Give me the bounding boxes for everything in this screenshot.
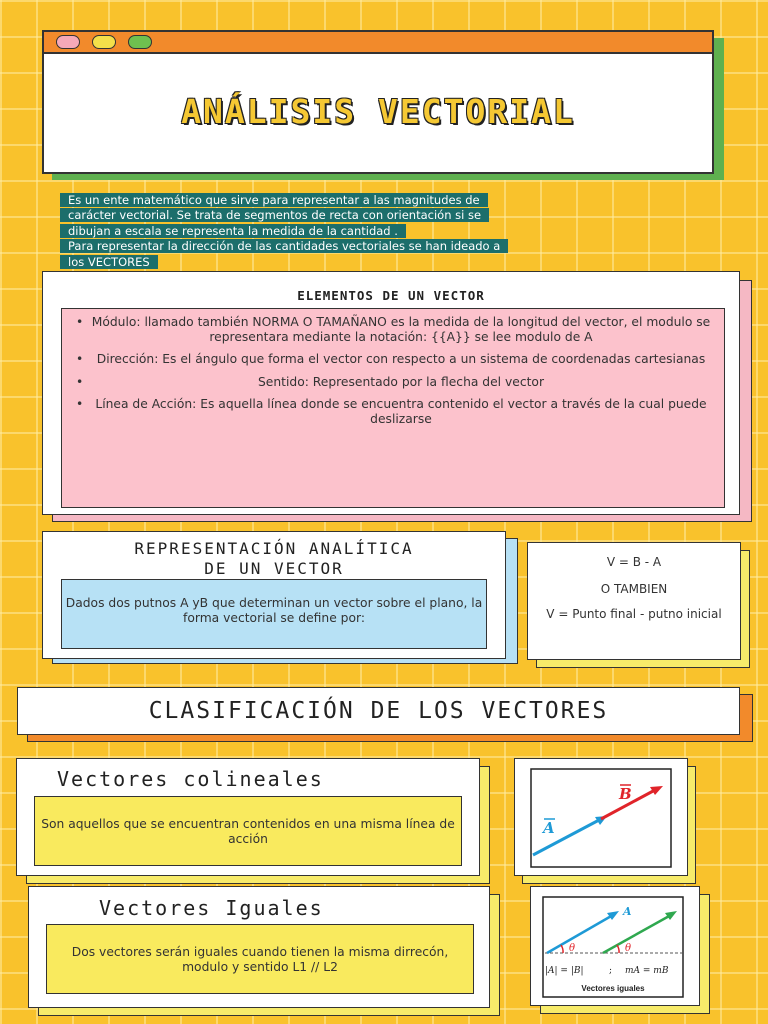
page-title: ANÁLISIS VECTORIAL [181, 92, 575, 131]
equal-figure-card [530, 886, 700, 1006]
intro-line: carácter vectorial. Se trata de segmentos de recta con orientación si se [60, 208, 489, 222]
representation-title-line: REPRESENTACIÓN ANALÍTICA [134, 539, 414, 558]
formula-text: V = B - A [606, 555, 662, 569]
vector-b-label: B [619, 785, 632, 803]
yellow-dot-icon [92, 35, 116, 49]
collinear-vectors-figure [515, 759, 689, 877]
list-item: • Dirección: Es el ángulo que forma el vector con respecto a un sistema de coordenadas cartesianas [76, 352, 712, 367]
pink-dot-icon [56, 35, 80, 49]
representation-title [43, 539, 505, 579]
representation-text: Dados dos putnos A yB que determinan un vector sobre el plano, la forma vectorial se define por: [61, 579, 487, 649]
green-dot-icon [128, 35, 152, 49]
intro-line: dibujan a escala se representa la medida de la cantidad . [60, 224, 406, 238]
collinear-card [16, 758, 480, 876]
title-window [42, 30, 714, 174]
intro-line: Para representar la dirección de las cantidades vectoriales se han ideado a [60, 239, 508, 253]
formula-card [527, 542, 741, 660]
list-item: • Sentido: Representado por la flecha del vector [76, 375, 712, 390]
classification-title: CLASIFICACIÓN DE LOS VECTORES [148, 698, 609, 724]
vector-a-label: A [543, 819, 555, 837]
equal-vectors-figure [531, 887, 701, 1007]
figure-caption: Vectores iguales [581, 984, 645, 993]
list-item: • Módulo: llamado también NORMA O TAMAÑANO es la medida de la longitud del vector, el modulo se representara mediante la notación: {{A}} se lee modulo de A [76, 315, 712, 344]
magnitude-formula: |A| = |B| [545, 966, 584, 976]
representation-title-line: DE UN VECTOR [204, 559, 344, 578]
angle-label: θ [569, 943, 576, 954]
vector-a-label: A [623, 905, 632, 918]
elements-card [42, 271, 740, 515]
slope-formula: mA = mB [625, 966, 669, 976]
window-title-bar [44, 32, 712, 54]
collinear-title: Vectores colineales [57, 767, 324, 791]
angle-label: θ [625, 943, 632, 954]
elements-list [62, 309, 724, 426]
elements-title: ELEMENTOS DE UN VECTOR [297, 288, 485, 303]
intro-line: los VECTORES [60, 255, 158, 269]
intro-text [60, 193, 710, 270]
collinear-text: Son aquellos que se encuentran contenidos en una misma línea de acción [34, 796, 462, 866]
equal-text: Dos vectores serán iguales cuando tienen la misma dirrecón, modulo y sentido L1 // L2 [46, 924, 474, 994]
equal-title: Vectores Iguales [99, 896, 324, 920]
connector-text: O TAMBIEN [600, 582, 668, 596]
classification-banner [17, 687, 740, 735]
list-item: • Línea de Acción: Es aquella línea donde se encuentra contenido el vector a través de la cual puede deslizarse [76, 397, 712, 426]
formula-text: V = Punto final - putno inicial [546, 607, 722, 621]
collinear-figure-card [514, 758, 688, 876]
elements-box [61, 308, 725, 508]
formula-separator: ; [609, 966, 613, 976]
equal-card [28, 886, 490, 1008]
representation-card [42, 531, 506, 659]
intro-line: Es un ente matemático que sirve para representar a las magnitudes de [60, 193, 488, 207]
